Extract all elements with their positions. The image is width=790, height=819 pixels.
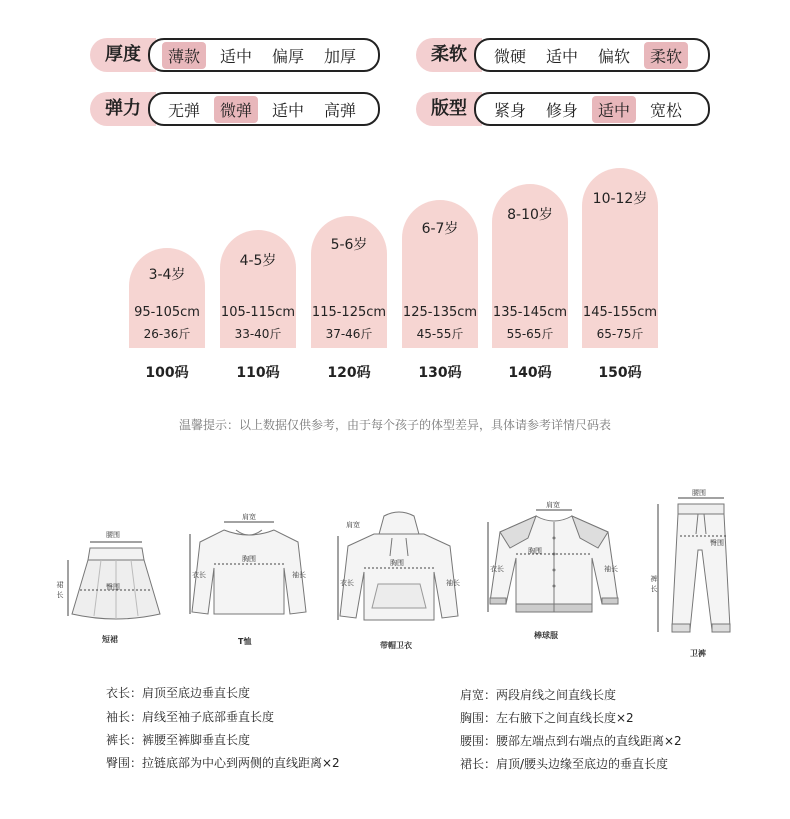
size-height: 105-115cm xyxy=(220,305,296,320)
size-weight: 65-75斤 xyxy=(596,327,644,341)
tshirt-label-shoulder: 肩宽 xyxy=(242,513,256,521)
size-weight: 26-36斤 xyxy=(143,327,191,341)
size-weight: 55-65斤 xyxy=(506,327,554,341)
skirt-diagram xyxy=(56,528,168,648)
fit-option-2: 修身 xyxy=(546,100,579,120)
size-weight: 37-46斤 xyxy=(325,327,373,341)
hoodie-label-length: 衣长 xyxy=(340,579,354,587)
size-code: 130码 xyxy=(418,365,462,381)
softness-options xyxy=(474,38,710,72)
size-age: 10-12岁 xyxy=(592,191,648,207)
tip-note: 温馨提示：以上数据仅供参考，由于每个孩子的体型差异，具体请参考详情尺码表 xyxy=(178,418,611,432)
fit-options xyxy=(474,92,710,126)
pants-label-waist: 腰围 xyxy=(692,489,706,497)
size-age: 5-6岁 xyxy=(330,237,368,253)
skirt-label-hip: 臀围 xyxy=(106,583,120,591)
baseball-label-shoulder: 肩宽 xyxy=(546,501,560,509)
softness-label: 柔软 xyxy=(416,38,482,72)
skirt-name: 短裙 xyxy=(102,635,118,644)
size-height: 135-145cm xyxy=(492,305,568,320)
size-bar-110 xyxy=(220,230,296,348)
skirt-label-waist: 腰围 xyxy=(106,531,120,539)
tshirt-label-length: 衣长 xyxy=(192,571,206,579)
thickness-option-1: 薄款 xyxy=(162,42,206,69)
thickness-options xyxy=(148,38,380,72)
thickness-label: 厚度 xyxy=(90,38,156,72)
baseball-label-chest: 胸围 xyxy=(528,547,542,555)
elasticity-option-3: 适中 xyxy=(272,100,305,120)
size-height: 145-155cm xyxy=(582,305,658,320)
tshirt-label-chest: 胸围 xyxy=(242,555,256,563)
definition-left-3: 裤长：裤腰至裤脚垂直长度 xyxy=(106,733,251,747)
fit-option-1: 紧身 xyxy=(494,100,527,120)
softness-option-3: 偏软 xyxy=(598,46,631,66)
size-code: 110码 xyxy=(236,365,280,381)
size-weight: 33-40斤 xyxy=(234,327,282,341)
elasticity-option-1: 无弹 xyxy=(168,100,201,120)
softness-option-4: 柔软 xyxy=(644,42,688,69)
definition-left-4: 臀围：拉链底部为中心到两侧的直线距离×2 xyxy=(106,756,340,770)
pants-label-hip: 臀围 xyxy=(710,539,724,547)
elasticity-option-4: 高弹 xyxy=(324,100,357,120)
tshirt-label-sleeve: 袖长 xyxy=(292,571,306,579)
size-height: 95-105cm xyxy=(134,305,200,320)
tshirt-diagram xyxy=(186,512,312,652)
elasticity-option-2: 微弹 xyxy=(214,96,258,123)
size-age: 8-10岁 xyxy=(507,207,553,223)
hoodie-label-shoulder: 肩宽 xyxy=(346,521,360,529)
hoodie-label-chest: 胸围 xyxy=(390,559,404,567)
size-age: 4-5岁 xyxy=(239,253,277,269)
definition-right-2: 胸围：左右腋下之间直线长度×2 xyxy=(460,711,634,725)
size-height: 125-135cm xyxy=(402,305,478,320)
size-weight: 45-55斤 xyxy=(416,327,464,341)
tshirt-name: T恤 xyxy=(238,637,252,646)
pants-name: 卫裤 xyxy=(690,649,706,658)
fit-option-3: 适中 xyxy=(592,96,636,123)
skirt-illustration xyxy=(56,528,168,628)
fit-label: 版型 xyxy=(416,92,482,126)
size-bar-130 xyxy=(402,200,478,348)
thickness-option-2: 适中 xyxy=(220,46,253,66)
size-code: 120码 xyxy=(327,365,371,381)
baseball-jacket-diagram xyxy=(484,501,624,644)
size-bar-120 xyxy=(311,216,387,348)
elasticity-label: 弹力 xyxy=(90,92,156,126)
baseball-label-length: 衣长 xyxy=(490,565,504,573)
definition-right-4: 裙长：肩顶/腰头边缘至底边的垂直长度 xyxy=(460,757,669,771)
definition-right-1: 肩宽：两段肩线之间直线长度 xyxy=(460,688,617,702)
softness-option-2: 适中 xyxy=(546,46,579,66)
elasticity-options xyxy=(148,92,380,126)
size-code: 100码 xyxy=(145,365,189,381)
size-age: 6-7岁 xyxy=(421,221,459,237)
pants-illustration xyxy=(650,490,746,646)
definition-right-3: 腰围：腰部左端点到右端点的直线距离×2 xyxy=(460,734,682,748)
softness-option-1: 微硬 xyxy=(494,46,527,66)
size-bar-140 xyxy=(492,184,568,348)
pants-label-length: 裤长 xyxy=(650,575,658,593)
size-age: 3-4岁 xyxy=(148,267,186,283)
skirt-label-length: 裙长 xyxy=(56,581,64,599)
size-height: 115-125cm xyxy=(311,305,387,320)
baseball-label-sleeve: 袖长 xyxy=(604,565,618,573)
baseball-jacket-name: 棒球服 xyxy=(534,631,558,640)
size-code: 150码 xyxy=(598,365,642,381)
size-bar-100 xyxy=(129,248,205,348)
hoodie-diagram xyxy=(334,508,464,654)
size-code: 140码 xyxy=(508,365,552,381)
hoodie-label-sleeve: 袖长 xyxy=(446,579,460,587)
baseball-jacket-illustration xyxy=(484,508,624,624)
thickness-option-3: 偏厚 xyxy=(272,46,305,66)
fit-option-4: 宽松 xyxy=(650,100,683,120)
thickness-option-4: 加厚 xyxy=(324,46,357,66)
size-bar-150 xyxy=(582,168,658,348)
hoodie-name: 带帽卫衣 xyxy=(380,641,412,650)
pants-diagram xyxy=(650,490,746,660)
definition-left-2: 袖长：肩线至袖子底部垂直长度 xyxy=(106,710,275,724)
definition-left-1: 衣长：肩顶至底边垂直长度 xyxy=(106,686,251,700)
